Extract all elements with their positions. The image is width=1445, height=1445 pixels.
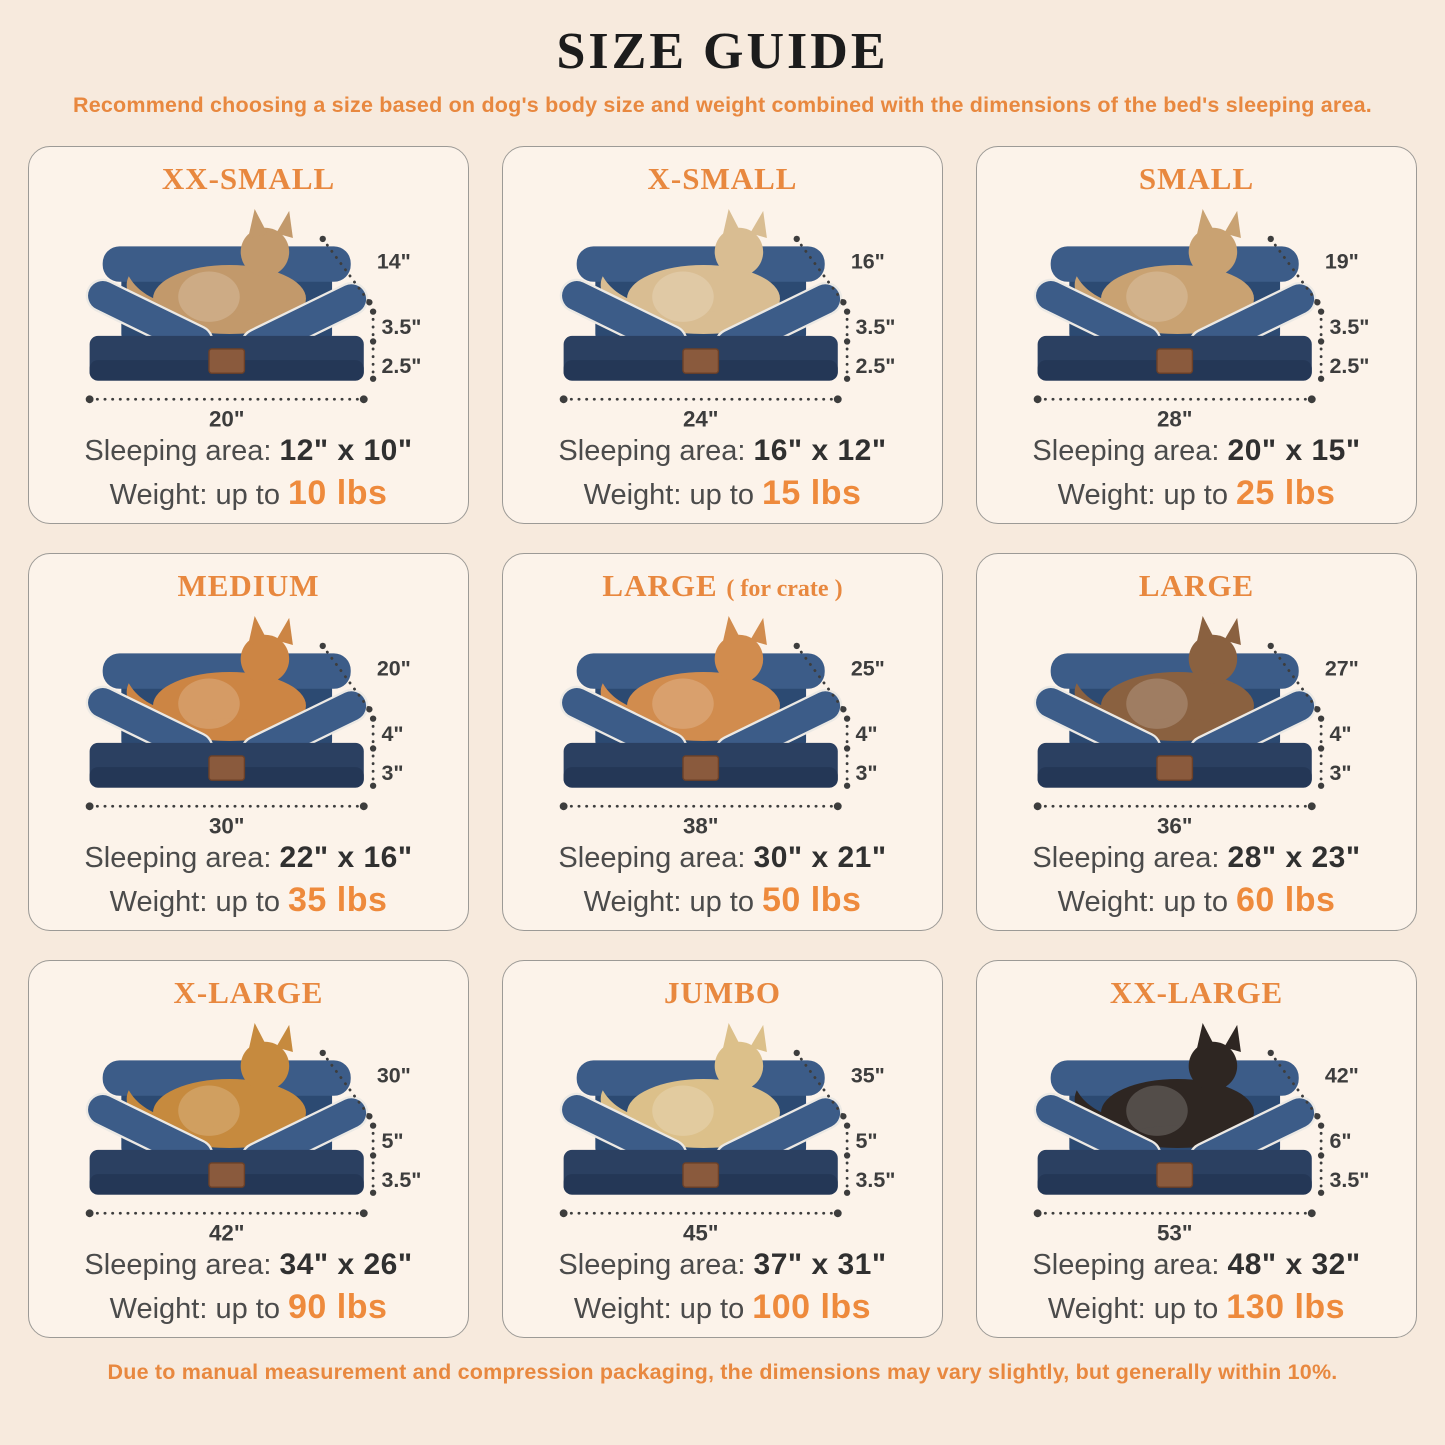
size-name: MEDIUM (177, 568, 320, 603)
bed-dimension-diagram (517, 196, 927, 431)
width-value: 45" (683, 1219, 719, 1245)
base-height-value: 3" (1329, 760, 1352, 785)
weight-line (110, 878, 388, 922)
size-card (976, 960, 1417, 1338)
size-name: XX-SMALL (161, 161, 336, 196)
bolster-height-value: 3.5" (855, 314, 896, 339)
weight-up-to: up to (1163, 479, 1228, 512)
weight-up-to: up to (1153, 1293, 1219, 1326)
base-height-value: 2.5" (381, 353, 422, 378)
weight-label: Weight: (1057, 886, 1156, 919)
sleeping-area-label: Sleeping area: (558, 1248, 746, 1281)
width-dimension (1034, 802, 1316, 838)
depth-value: 30" (377, 1063, 412, 1088)
weight-line (1058, 471, 1336, 515)
bed-diagram (37, 196, 460, 431)
width-value: 28" (1157, 405, 1193, 431)
size-name: SMALL (1138, 161, 1255, 196)
brand-label-patch (683, 1162, 718, 1186)
sleeping-area-label: Sleeping area: (84, 1248, 272, 1281)
bolster-height-dimension (844, 1122, 878, 1158)
bolster-height-value: 4" (1329, 721, 1352, 746)
bolster-height-value: 4" (855, 721, 878, 746)
bolster-height-dimension (370, 1122, 404, 1158)
page-footer: Due to manual measurement and compression packaging, the dimensions may vary slightly, but generally within 10%. (107, 1360, 1338, 1384)
weight-label: Weight: (1057, 479, 1156, 512)
weight-up-to: up to (215, 479, 280, 512)
sleeping-area-label: Sleeping area: (558, 841, 746, 874)
weight-up-to: up to (679, 1293, 745, 1326)
weight-line (110, 471, 388, 515)
depth-value: 20" (377, 656, 412, 681)
base-height-dimension (844, 755, 878, 788)
card-title (1139, 570, 1254, 603)
brand-label-patch (209, 348, 244, 372)
width-value: 20" (209, 405, 245, 431)
sleeping-area-line (558, 1245, 886, 1285)
sleeping-area-label: Sleeping area: (558, 434, 746, 467)
weight-line (1048, 1285, 1345, 1329)
base-height-value: 2.5" (855, 353, 896, 378)
weight-label: Weight: (109, 479, 208, 512)
size-card (976, 146, 1417, 524)
size-name: X-SMALL (647, 161, 798, 196)
sleeping-area-line (1032, 838, 1360, 878)
weight-value: 35 lbs (288, 881, 388, 920)
base-height-dimension (1318, 755, 1352, 788)
size-card (28, 146, 469, 524)
width-value: 53" (1157, 1219, 1193, 1245)
bed-diagram (985, 196, 1408, 431)
sleeping-area-value: 22" x 16" (279, 840, 413, 874)
width-value: 42" (209, 1219, 245, 1245)
bed-dimension-diagram (43, 1010, 453, 1245)
depth-value: 25" (851, 656, 886, 681)
depth-value: 16" (851, 249, 886, 274)
sleeping-area-line (84, 838, 412, 878)
brand-label-patch (209, 1162, 244, 1186)
bolster-height-value: 3.5" (381, 314, 422, 339)
size-card (976, 553, 1417, 931)
weight-value: 50 lbs (762, 881, 862, 920)
sleeping-area-label: Sleeping area: (84, 434, 272, 467)
sleeping-area-line (84, 431, 412, 471)
weight-up-to: up to (215, 1293, 280, 1326)
weight-label: Weight: (583, 886, 682, 919)
base-height-dimension (844, 348, 896, 381)
brand-label-patch (209, 755, 244, 779)
sleeping-area-value: 16" x 12" (753, 433, 887, 467)
sleeping-area-line (558, 431, 886, 471)
weight-up-to: up to (215, 886, 280, 919)
weight-value: 25 lbs (1236, 474, 1336, 513)
sleeping-area-value: 20" x 15" (1227, 433, 1361, 467)
bolster-height-dimension (844, 308, 896, 344)
size-card (28, 553, 469, 931)
sleeping-area-value: 12" x 10" (279, 433, 413, 467)
weight-line (584, 471, 862, 515)
base-height-dimension (370, 755, 404, 788)
bed-diagram (985, 1010, 1408, 1245)
base-height-value: 2.5" (1329, 353, 1370, 378)
base-height-value: 3.5" (1329, 1167, 1370, 1192)
brand-label-patch (1157, 348, 1192, 372)
page-title: SIZE GUIDE (556, 23, 889, 80)
base-height-value: 3.5" (855, 1167, 896, 1192)
bed-diagram (37, 1010, 460, 1245)
bed-diagram (511, 196, 934, 431)
weight-value: 130 lbs (1226, 1288, 1346, 1327)
sleeping-area-value: 37" x 31" (753, 1247, 887, 1281)
brand-label-patch (1157, 1162, 1192, 1186)
size-name: XX-LARGE (1109, 975, 1284, 1010)
size-grid (28, 146, 1417, 1338)
base-height-dimension (370, 1162, 422, 1195)
width-dimension (1034, 395, 1316, 431)
depth-value: 27" (1325, 656, 1360, 681)
card-title (648, 163, 798, 196)
weight-up-to: up to (689, 886, 754, 919)
size-card (502, 146, 943, 524)
base-height-value: 3.5" (381, 1167, 422, 1192)
bolster-height-dimension (1318, 1122, 1352, 1158)
bed-diagram (985, 603, 1408, 838)
bolster-height-value: 6" (1329, 1128, 1352, 1153)
weight-label: Weight: (573, 1293, 672, 1326)
bed-dimension-diagram (517, 603, 927, 838)
sleeping-area-value: 28" x 23" (1227, 840, 1361, 874)
width-dimension (560, 802, 842, 838)
bed-dimension-diagram (991, 603, 1401, 838)
bed-diagram (511, 1010, 934, 1245)
card-title (162, 163, 335, 196)
depth-value: 14" (377, 249, 412, 274)
size-name: JUMBO (664, 975, 781, 1010)
weight-label: Weight: (583, 479, 682, 512)
depth-value: 19" (1325, 249, 1360, 274)
page-subtitle: Recommend choosing a size based on dog's body size and weight combined with the dimensions of the bed's sleeping area. (73, 93, 1372, 117)
brand-label-patch (683, 755, 718, 779)
size-card (502, 960, 943, 1338)
depth-value: 35" (851, 1063, 886, 1088)
bolster-height-dimension (370, 308, 422, 344)
bed-dimension-diagram (43, 196, 453, 431)
brand-label-patch (1157, 755, 1192, 779)
bolster-height-value: 5" (855, 1128, 878, 1153)
card-title (602, 570, 842, 603)
width-value: 38" (683, 812, 719, 838)
sleeping-area-line (84, 1245, 412, 1285)
sleeping-area-label: Sleeping area: (1032, 434, 1220, 467)
weight-value: 90 lbs (288, 1288, 388, 1327)
card-title (1110, 977, 1283, 1010)
size-name: LARGE (602, 568, 718, 603)
weight-up-to: up to (1163, 886, 1228, 919)
size-card (502, 553, 943, 931)
bed-diagram (511, 603, 934, 838)
sleeping-area-label: Sleeping area: (1032, 1248, 1220, 1281)
card-title (177, 570, 319, 603)
weight-value: 10 lbs (288, 474, 388, 513)
width-dimension (1034, 1209, 1316, 1245)
sleeping-area-line (1032, 1245, 1360, 1285)
bed-diagram (37, 603, 460, 838)
weight-line (110, 1285, 388, 1329)
card-title (664, 977, 781, 1010)
depth-value: 42" (1325, 1063, 1360, 1088)
bed-dimension-diagram (517, 1010, 927, 1245)
size-card (28, 960, 469, 1338)
sleeping-area-line (558, 838, 886, 878)
size-name: X-LARGE (173, 975, 324, 1010)
sleeping-area-value: 30" x 21" (753, 840, 887, 874)
bed-dimension-diagram (43, 603, 453, 838)
bed-dimension-diagram (991, 1010, 1401, 1245)
weight-up-to: up to (689, 479, 754, 512)
size-name-note: ( for crate ) (726, 576, 843, 602)
bolster-height-value: 5" (381, 1128, 404, 1153)
width-value: 24" (683, 405, 719, 431)
base-height-dimension (370, 348, 422, 381)
width-dimension (560, 1209, 842, 1245)
sleeping-area-line (1032, 431, 1360, 471)
bolster-height-value: 3.5" (1329, 314, 1370, 339)
bolster-height-dimension (370, 715, 404, 751)
width-dimension (86, 1209, 368, 1245)
width-dimension (560, 395, 842, 431)
base-height-dimension (1318, 1162, 1370, 1195)
sleeping-area-label: Sleeping area: (84, 841, 272, 874)
bolster-height-dimension (844, 715, 878, 751)
width-dimension (86, 395, 368, 431)
card-title (174, 977, 324, 1010)
weight-label: Weight: (109, 1293, 208, 1326)
width-dimension (86, 802, 368, 838)
sleeping-area-label: Sleeping area: (1032, 841, 1220, 874)
base-height-dimension (844, 1162, 896, 1195)
weight-value: 60 lbs (1236, 881, 1336, 920)
weight-label: Weight: (109, 886, 208, 919)
width-value: 36" (1157, 812, 1193, 838)
sleeping-area-value: 34" x 26" (279, 1247, 413, 1281)
size-name: LARGE (1138, 568, 1255, 603)
card-title (1139, 163, 1254, 196)
weight-value: 100 lbs (752, 1288, 872, 1327)
brand-label-patch (683, 348, 718, 372)
base-height-value: 3" (381, 760, 404, 785)
bed-dimension-diagram (991, 196, 1401, 431)
bolster-height-value: 4" (381, 721, 404, 746)
base-height-value: 3" (855, 760, 878, 785)
weight-value: 15 lbs (762, 474, 862, 513)
weight-label: Weight: (1047, 1293, 1146, 1326)
base-height-dimension (1318, 348, 1370, 381)
weight-line (574, 1285, 871, 1329)
weight-line (1058, 878, 1336, 922)
width-value: 30" (209, 812, 245, 838)
sleeping-area-value: 48" x 32" (1227, 1247, 1361, 1281)
bolster-height-dimension (1318, 715, 1352, 751)
weight-line (584, 878, 862, 922)
bolster-height-dimension (1318, 308, 1370, 344)
